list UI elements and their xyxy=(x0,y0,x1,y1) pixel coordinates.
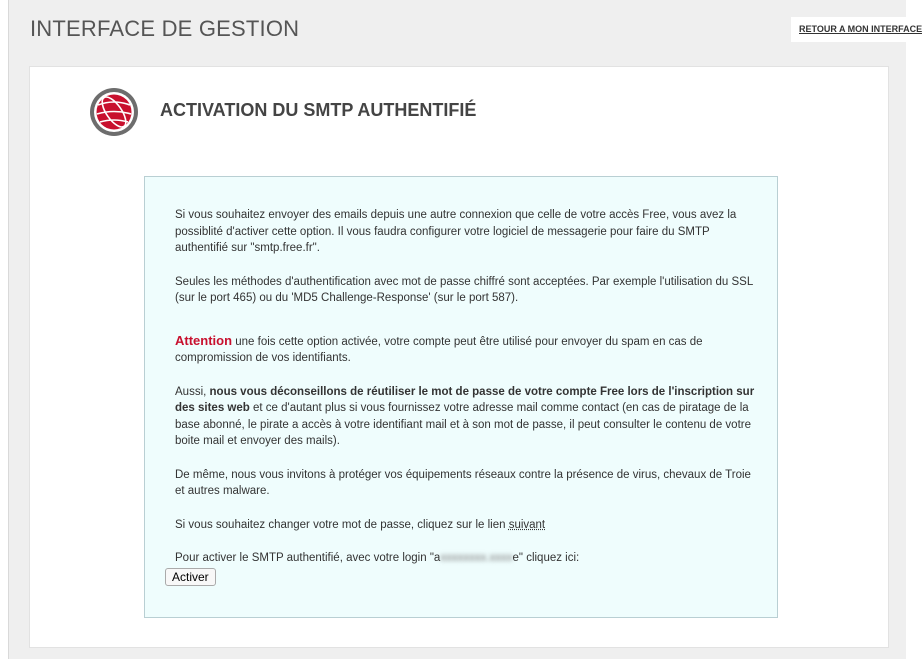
warning-text: une fois cette option activée, votre compte peut être utilisé pour envoyer du spam en cas de compromission de vos identifiants. xyxy=(175,335,703,364)
password-advice-paragraph xyxy=(175,384,755,450)
advice-bold-text: nous vous déconseillons de réutiliser le mot de passe de votre compte Free lors de l'inscription sur des sites web xyxy=(175,385,755,414)
activate-instruction-end: e" cliquez ici: xyxy=(512,552,580,564)
advice-text-start: Aussi, xyxy=(175,385,210,398)
change-password-text: Si vous souhaitez changer votre mot de passe, cliquez sur le lien xyxy=(175,518,509,531)
info-text xyxy=(175,207,755,584)
blurred-login: xxxxxxxx.xxxx xyxy=(440,552,513,564)
security-paragraph: De même, nous vous invitons à protéger vos équipements réseaux contre la présence de virus, chevaux de Troie et autres malware. xyxy=(175,468,751,497)
auth-methods-paragraph: Seules les méthodes d'authentification avec mot de passe chiffré sont acceptées. Par exemple l'utilisation du SSL (sur le port 465) ou du 'MD5 Challenge-Response' (sur le port 587). xyxy=(175,275,753,304)
globe-logo-icon xyxy=(89,87,139,137)
attention-label: Attention xyxy=(175,332,233,348)
back-to-interface-link[interactable]: RETOUR A MON INTERFACE xyxy=(791,17,906,42)
page-frame xyxy=(8,0,922,659)
content-panel xyxy=(29,66,889,648)
activate-instruction-start: Pour activer le SMTP authentifié, avec votre login "a xyxy=(175,552,441,564)
change-password-paragraph xyxy=(175,517,755,534)
page-title: INTERFACE DE GESTION xyxy=(30,16,300,41)
info-box xyxy=(144,176,778,618)
warning-paragraph xyxy=(175,333,755,367)
section-title: ACTIVATION DU SMTP AUTHENTIFIÉ xyxy=(160,100,477,120)
activate-instruction xyxy=(175,550,755,567)
advice-text-end: et ce d'autant plus si vous fournissez votre adresse mail comme contact (en cas de piratage de la base abonné, le pirate a accès à votre identifiant mail et à son mot de passe, il peut consulter le contenu de votre boite mail et envoyer des mails). xyxy=(175,402,751,447)
activate-button[interactable]: Activer xyxy=(165,568,216,586)
change-password-link[interactable]: suivant xyxy=(508,518,546,531)
intro-paragraph: Si vous souhaitez envoyer des emails depuis une autre connexion que celle de votre accès Free, vous avez la possiblité d'activer cette option. Il vous faudra configurer votre logiciel de messagerie pour faire du SMTP authentifié sur "smtp.free.fr". xyxy=(175,209,737,254)
